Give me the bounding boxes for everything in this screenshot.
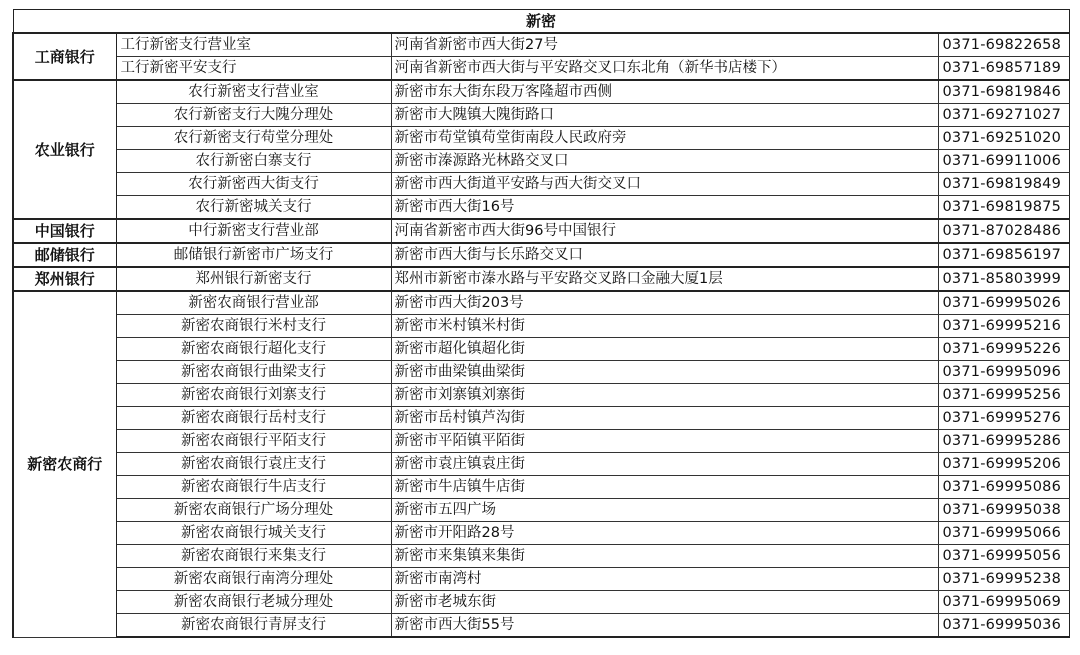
branch-name-cell: 新密农商银行袁庄支行	[116, 453, 391, 476]
branch-name-cell: 农行新密支行苟堂分理处	[116, 127, 391, 150]
branch-name-cell: 新密农商银行南湾分理处	[116, 568, 391, 591]
address-cell: 新密市米村镇米村街	[391, 315, 938, 338]
address-cell: 河南省新密市西大街96号中国银行	[391, 219, 938, 243]
address-cell: 新密市苟堂镇苟堂街南段人民政府旁	[391, 127, 938, 150]
branch-name-cell: 工行新密支行营业室	[116, 33, 391, 57]
phone-cell: 0371-87028486	[938, 219, 1069, 243]
table-row	[13, 291, 1069, 315]
table-row	[13, 591, 1069, 614]
phone-cell: 0371-69995026	[938, 291, 1069, 315]
sheet-title: 新密	[13, 10, 1069, 34]
address-cell: 新密市来集镇来集街	[391, 545, 938, 568]
table-row	[13, 80, 1069, 104]
table-row	[13, 127, 1069, 150]
phone-cell: 0371-69995216	[938, 315, 1069, 338]
phone-cell: 0371-69995038	[938, 499, 1069, 522]
address-cell: 新密市大隗镇大隗街路口	[391, 104, 938, 127]
table-row	[13, 568, 1069, 591]
table-row	[13, 267, 1069, 291]
branch-name-cell: 新密农商银行刘寨支行	[116, 384, 391, 407]
table-row	[13, 499, 1069, 522]
bank-directory-table	[12, 9, 1070, 638]
table-row	[13, 522, 1069, 545]
branch-name-cell: 农行新密支行营业室	[116, 80, 391, 104]
table-row	[13, 407, 1069, 430]
table-row	[13, 384, 1069, 407]
branch-name-cell: 新密农商银行岳村支行	[116, 407, 391, 430]
bank-name-cell: 新密农商行	[13, 291, 116, 637]
phone-cell: 0371-69995056	[938, 545, 1069, 568]
branch-name-cell: 新密农商银行城关支行	[116, 522, 391, 545]
branch-name-cell: 农行新密白寨支行	[116, 150, 391, 173]
phone-cell: 0371-69819875	[938, 196, 1069, 220]
address-cell: 新密市西大街16号	[391, 196, 938, 220]
table-row	[13, 150, 1069, 173]
branch-name-cell: 新密农商银行曲梁支行	[116, 361, 391, 384]
branch-name-cell: 郑州银行新密支行	[116, 267, 391, 291]
bank-name-cell: 工商银行	[13, 33, 116, 80]
phone-cell: 0371-69857189	[938, 57, 1069, 81]
branch-name-cell: 农行新密支行大隗分理处	[116, 104, 391, 127]
address-cell: 郑州市新密市溱水路与平安路交叉路口金融大厦1层	[391, 267, 938, 291]
address-cell: 新密市西大街与长乐路交叉口	[391, 243, 938, 267]
table-row	[13, 430, 1069, 453]
bank-name-cell: 郑州银行	[13, 267, 116, 291]
phone-cell: 0371-69995066	[938, 522, 1069, 545]
phone-cell: 0371-69995276	[938, 407, 1069, 430]
table-row	[13, 338, 1069, 361]
branch-name-cell: 新密农商银行米村支行	[116, 315, 391, 338]
address-cell: 河南省新密市西大街与平安路交叉口东北角（新华书店楼下）	[391, 57, 938, 81]
phone-cell: 0371-69995238	[938, 568, 1069, 591]
address-cell: 新密市曲梁镇曲梁街	[391, 361, 938, 384]
table-row	[13, 545, 1069, 568]
address-cell: 新密市超化镇超化街	[391, 338, 938, 361]
address-cell: 河南省新密市西大街27号	[391, 33, 938, 57]
phone-cell: 0371-69995286	[938, 430, 1069, 453]
branch-name-cell: 新密农商银行平陌支行	[116, 430, 391, 453]
address-cell: 新密市西大街203号	[391, 291, 938, 315]
table-row	[13, 104, 1069, 127]
phone-cell: 0371-69819846	[938, 80, 1069, 104]
branch-name-cell: 新密农商银行超化支行	[116, 338, 391, 361]
address-cell: 新密市刘寨镇刘寨街	[391, 384, 938, 407]
branch-name-cell: 工行新密平安支行	[116, 57, 391, 81]
bank-name-cell: 邮储银行	[13, 243, 116, 267]
phone-cell: 0371-69271027	[938, 104, 1069, 127]
branch-name-cell: 新密农商银行青屏支行	[116, 614, 391, 638]
table-row	[13, 476, 1069, 499]
address-cell: 新密市平陌镇平陌街	[391, 430, 938, 453]
phone-cell: 0371-69995096	[938, 361, 1069, 384]
address-cell: 新密市东大街东段万客隆超市西侧	[391, 80, 938, 104]
branch-name-cell: 邮储银行新密市广场支行	[116, 243, 391, 267]
branch-name-cell: 新密农商银行营业部	[116, 291, 391, 315]
table-row	[13, 57, 1069, 81]
phone-cell: 0371-69995036	[938, 614, 1069, 638]
phone-cell: 0371-69911006	[938, 150, 1069, 173]
table-row	[13, 33, 1069, 57]
phone-cell: 0371-69856197	[938, 243, 1069, 267]
bank-name-cell: 农业银行	[13, 80, 116, 219]
branch-name-cell: 新密农商银行牛店支行	[116, 476, 391, 499]
table-row	[13, 219, 1069, 243]
phone-cell: 0371-69995086	[938, 476, 1069, 499]
branch-name-cell: 农行新密城关支行	[116, 196, 391, 220]
address-cell: 新密市南湾村	[391, 568, 938, 591]
table-row	[13, 173, 1069, 196]
phone-cell: 0371-69819849	[938, 173, 1069, 196]
table-row	[13, 361, 1069, 384]
phone-cell: 0371-85803999	[938, 267, 1069, 291]
table-row	[13, 315, 1069, 338]
phone-cell: 0371-69251020	[938, 127, 1069, 150]
address-cell: 新密市五四广场	[391, 499, 938, 522]
branch-name-cell: 农行新密西大街支行	[116, 173, 391, 196]
address-cell: 新密市岳村镇芦沟街	[391, 407, 938, 430]
phone-cell: 0371-69995256	[938, 384, 1069, 407]
address-cell: 新密市开阳路28号	[391, 522, 938, 545]
table-row	[13, 453, 1069, 476]
address-cell: 新密市袁庄镇袁庄街	[391, 453, 938, 476]
phone-cell: 0371-69995206	[938, 453, 1069, 476]
branch-name-cell: 中行新密支行营业部	[116, 219, 391, 243]
bank-directory-sheet	[12, 9, 1070, 638]
phone-cell: 0371-69995226	[938, 338, 1069, 361]
address-cell: 新密市老城东街	[391, 591, 938, 614]
table-row	[13, 614, 1069, 638]
bank-name-cell: 中国银行	[13, 219, 116, 243]
branch-name-cell: 新密农商银行广场分理处	[116, 499, 391, 522]
phone-cell: 0371-69822658	[938, 33, 1069, 57]
address-cell: 新密市西大街道平安路与西大街交叉口	[391, 173, 938, 196]
branch-name-cell: 新密农商银行老城分理处	[116, 591, 391, 614]
address-cell: 新密市溱源路光林路交叉口	[391, 150, 938, 173]
branch-name-cell: 新密农商银行来集支行	[116, 545, 391, 568]
table-row	[13, 196, 1069, 220]
table-row	[13, 243, 1069, 267]
address-cell: 新密市牛店镇牛店街	[391, 476, 938, 499]
phone-cell: 0371-69995069	[938, 591, 1069, 614]
address-cell: 新密市西大街55号	[391, 614, 938, 638]
